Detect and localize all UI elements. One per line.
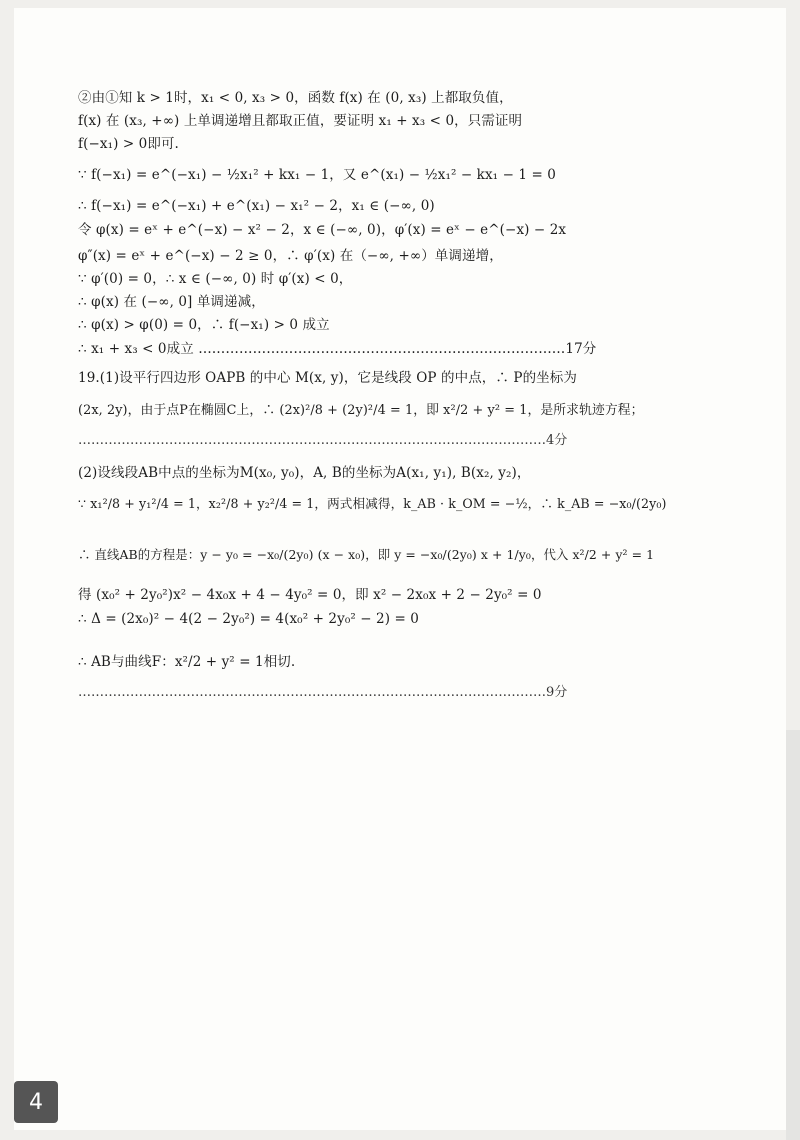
text-line-8: ∵ φ′(0) = 0，∴ x ∈ (−∞, 0) 时 φ′(x) < 0， — [78, 271, 353, 287]
text-line-17: ∴ 直线AB的方程是：y − y₀ = −x₀/(2y₀) (x − x₀)，即 y = −x₀/(2y₀) x + 1/y₀，代入 x²/2 + y² = 1 — [78, 547, 655, 562]
text-line-13: (2x, 2y)，由于点P在椭圆C上，∴ (2x)²/8 + (2y)²/4 = 1，即 x²/2 + y² = 1，是所求轨迹方程； — [78, 403, 644, 418]
text-line-2: f(x) 在 (x₃, +∞) 上单调递增且都取正值，要证明 x₁ + x₃ < 0，只需证明 — [78, 113, 523, 129]
text-line-12: 19.(1)设平行四边形 OAPB 的中心 M(x, y)，它是线段 OP 的中点，∴ P的坐标为 — [78, 370, 577, 386]
text-line-11: ∴ x₁ + x₃ < 0成立 ………………………………………………………………………17分 — [78, 341, 597, 357]
text-line-16: ∵ x₁²/8 + y₁²/4 = 1，x₂²/8 + y₂²/4 = 1，两式相减得，k_AB · k_OM = −½，∴ k_AB = −x₀/(2y₀) — [78, 496, 667, 511]
text-line-15: (2)设线段AB中点的坐标为M(x₀, y₀)，A, B的坐标为A(x₁, y₁), B(x₂, y₂)， — [78, 465, 531, 481]
text-line-4: ∵ f(−x₁) = e^(−x₁) − ½x₁² + kx₁ − 1，又 e^(x₁) − ½x₁² − kx₁ − 1 = 0 — [78, 167, 556, 183]
text-line-1: ②由①知 k > 1时，x₁ < 0, x₃ > 0，函数 f(x) 在 (0, x₃) 上都取负值， — [78, 90, 513, 106]
text-line-19: ∴ Δ = (2x₀)² − 4(2 − 2y₀²) = 4(x₀² + 2y₀² − 2) = 0 — [78, 611, 419, 627]
text-line-10: ∴ φ(x) > φ(0) = 0，∴ f(−x₁) > 0 成立 — [78, 317, 330, 333]
score-leader-4: ………………………………………………………………………………………………4分 — [78, 433, 568, 448]
score-leader-9: ………………………………………………………………………………………………9分 — [78, 685, 568, 700]
text-line-20: ∴ AB与曲线F：x²/2 + y² = 1相切. — [78, 654, 296, 670]
text-line-7: φ″(x) = eˣ + e^(−x) − 2 ≥ 0，∴ φ′(x) 在（−∞, +∞）单调递增， — [78, 248, 503, 264]
text-line-5: ∴ f(−x₁) = e^(−x₁) + e^(x₁) − x₁² − 2，x₁ ∈ (−∞, 0) — [78, 198, 435, 214]
text-line-9: ∴ φ(x) 在 (−∞, 0] 单调递减， — [78, 294, 265, 310]
text-line-6: 令 φ(x) = eˣ + e^(−x) − x² − 2，x ∈ (−∞, 0)，φ′(x) = eˣ − e^(−x) − 2x — [78, 222, 567, 238]
page-edge-shadow — [786, 730, 800, 1140]
text-line-18: 得 (x₀² + 2y₀²)x² − 4x₀x + 4 − 4y₀² = 0，即 x² − 2x₀x + 2 − 2y₀² = 0 — [78, 587, 542, 603]
text-line-3: f(−x₁) > 0即可. — [78, 136, 179, 152]
page-number-badge: 4 — [14, 1081, 58, 1123]
